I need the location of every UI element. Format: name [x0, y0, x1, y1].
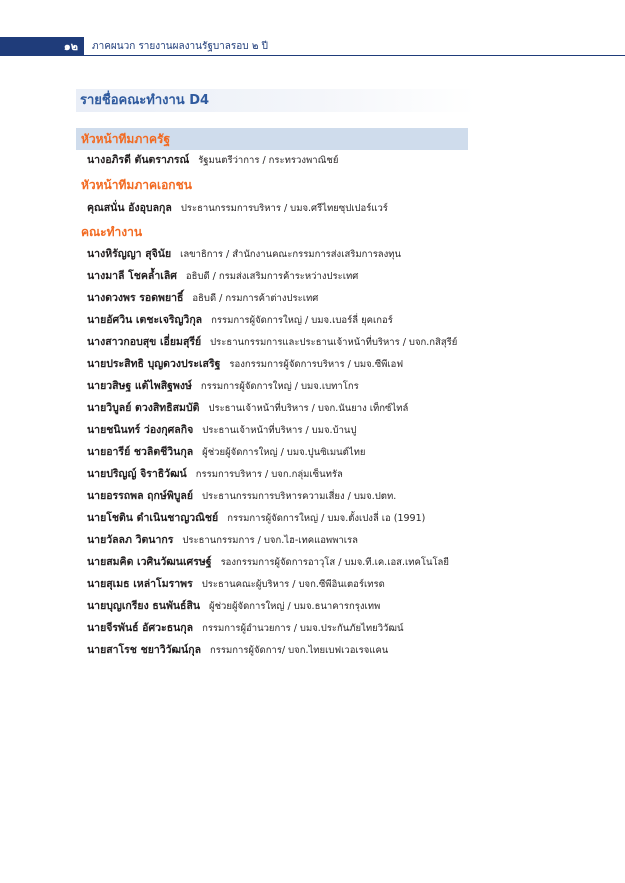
member-row	[87, 554, 449, 570]
member-role: ประธานเจ้าหน้าที่บริหาร / บจก.นันยาง เท็กซ์ไทล์	[208, 403, 409, 414]
member-role: อธิบดี / กรมการค้าต่างประเทศ	[192, 293, 319, 304]
member-role: กรรมการผู้จัดการ/ บจก.ไทยเบฟเวอเรจแคน	[210, 645, 389, 656]
member-name: นายสุเมธ เหล่าโมราพร	[87, 578, 193, 590]
member-row	[87, 268, 358, 284]
member-role: ประธานเจ้าหน้าที่บริหาร / บมจ.บ้านปู	[202, 425, 357, 436]
member-row	[87, 356, 403, 372]
member-name: นายสมคิด เวศินวัฒนเศรษฐ์	[87, 556, 212, 568]
member-role: กรรมการผู้จัดการใหญ่ / บมจ.เบอร์ลี่ ยุคเกอร์	[211, 315, 393, 326]
member-name: นายประสิทธิ บุญดวงประเสริฐ	[87, 358, 221, 370]
member-role: กรรมการผู้จัดการใหญ่ / บมจ.เบทาโกร	[200, 381, 359, 392]
member-row	[87, 290, 318, 306]
member-role: กรรมการผู้อำนวยการ / บมจ.ประกันภัยไทยวิวัฒน์	[202, 623, 404, 634]
member-name: นายอารีย์ ชวลิตชีวินกุล	[87, 446, 194, 458]
member-row	[87, 620, 403, 636]
member-name: นางดวงพร รอดพยาธิ์	[87, 292, 184, 304]
member-name: นายวัลลภ วิตนากร	[87, 534, 174, 546]
member-role: อธิบดี / กรมส่งเสริมการค้าระหว่างประเทศ	[185, 271, 359, 282]
member-role: ผู้ช่วยผู้จัดการใหญ่ / บมจ.ธนาคารกรุงเทพ	[209, 601, 381, 612]
member-role: ประธานกรรมการบริหาร / บมจ.ศรีไทยซุปเปอร์แวร์	[180, 203, 388, 214]
member-name: นายบุญเกรียง ธนพันธ์สิน	[87, 600, 201, 612]
category-private-head: หัวหน้าทีมภาคเอกชน	[81, 178, 192, 192]
member-role: รัฐมนตรีว่าการ / กระทรวงพาณิชย์	[198, 155, 339, 166]
member-row	[87, 400, 408, 416]
member-role: รองกรรมการผู้จัดการอาวุโส / บมจ.ที.เค.เอส.เทคโนโลยี	[220, 557, 449, 568]
member-name: นายสาโรช ชยาวิวัฒน์กุล	[87, 644, 202, 656]
member-row	[87, 598, 380, 614]
category-team: คณะทำงาน	[81, 225, 143, 239]
member-row	[87, 510, 425, 526]
member-name: นายวสิษฐ แต้ไพสิฐพงษ์	[87, 380, 192, 392]
member-row	[87, 642, 388, 658]
member-row	[87, 466, 343, 482]
member-name: นายจีรพันธ์ อัศวะธนกุล	[87, 622, 194, 634]
member-row	[87, 444, 365, 460]
private-head-row	[87, 200, 388, 216]
section-title: รายชื่อคณะทำงาน D4	[76, 89, 476, 112]
member-name: นายวิบูลย์ ตวงสิทธิสมบัติ	[87, 402, 200, 414]
member-role: ผู้ช่วยผู้จัดการใหญ่ / บมจ.ปูนซิเมนต์ไทย	[202, 447, 366, 458]
member-name: นายอัศวิน เตชะเจริญวิกุล	[87, 314, 203, 326]
member-name: นางหิรัญญา สุจินัย	[87, 248, 172, 260]
member-role: ประธานกรรมการ / บจก.ไฮ-เทคแอพพาเรล	[182, 535, 358, 546]
member-name: นายอรรถพล ฤกษ์พิบูลย์	[87, 490, 193, 502]
member-row	[87, 532, 358, 548]
member-row	[87, 576, 385, 592]
category-gov-head: หัวหน้าทีมภาครัฐ	[81, 132, 171, 146]
member-row	[87, 334, 457, 350]
member-row	[87, 246, 401, 262]
page-header	[0, 0, 625, 56]
gov-head-row	[87, 152, 338, 168]
member-name: นายปริญญ์ จิราธิวัฒน์	[87, 468, 187, 480]
member-role: กรรมการผู้จัดการใหญ่ / บมจ.ตั้งเปงลี่ เอ (1991)	[227, 513, 426, 524]
member-role: ประธานคณะผู้บริหาร / บจก.ซีพีอินเตอร์เทรด	[201, 579, 385, 590]
member-role: รองกรรมการผู้จัดการบริหาร / บมจ.ซีพีเอฟ	[229, 359, 404, 370]
member-role: ประธานกรรมการบริหารความเสี่ยง / บมจ.ปตท.	[202, 491, 397, 502]
member-role: กรรมการบริหาร / บจก.กลุ่มเซ็นทรัล	[195, 469, 343, 480]
member-row	[87, 422, 356, 438]
member-name: นายชนินทร์ ว่องกุศลกิจ	[87, 424, 194, 436]
member-role: ประธานกรรมการและประธานเจ้าหน้าที่บริหาร / บจก.กสิสุรีย์	[210, 337, 458, 348]
member-name: นางสาวกอบสุข เอี่ยมสุรีย์	[87, 336, 202, 348]
member-name: นางอภิรดี ตันตราภรณ์	[87, 154, 190, 166]
member-name: นายโชติน ดำเนินชาญวณิชย์	[87, 512, 219, 524]
header-divider	[84, 55, 625, 56]
header-title: ภาคผนวก รายงานผลงานรัฐบาลรอบ ๒ ปี	[92, 41, 268, 52]
member-role: เลขาธิการ / สำนักงานคณะกรรมการส่งเสริมการลงทุน	[180, 249, 402, 260]
member-row	[87, 378, 359, 394]
member-name: คุณสนั่น อังอุบลกุล	[87, 202, 172, 214]
member-row	[87, 488, 396, 504]
member-name: นางมาลี โชคล้ำเลิศ	[87, 270, 177, 282]
member-row	[87, 312, 393, 328]
page-number: ๑๒	[0, 37, 84, 56]
